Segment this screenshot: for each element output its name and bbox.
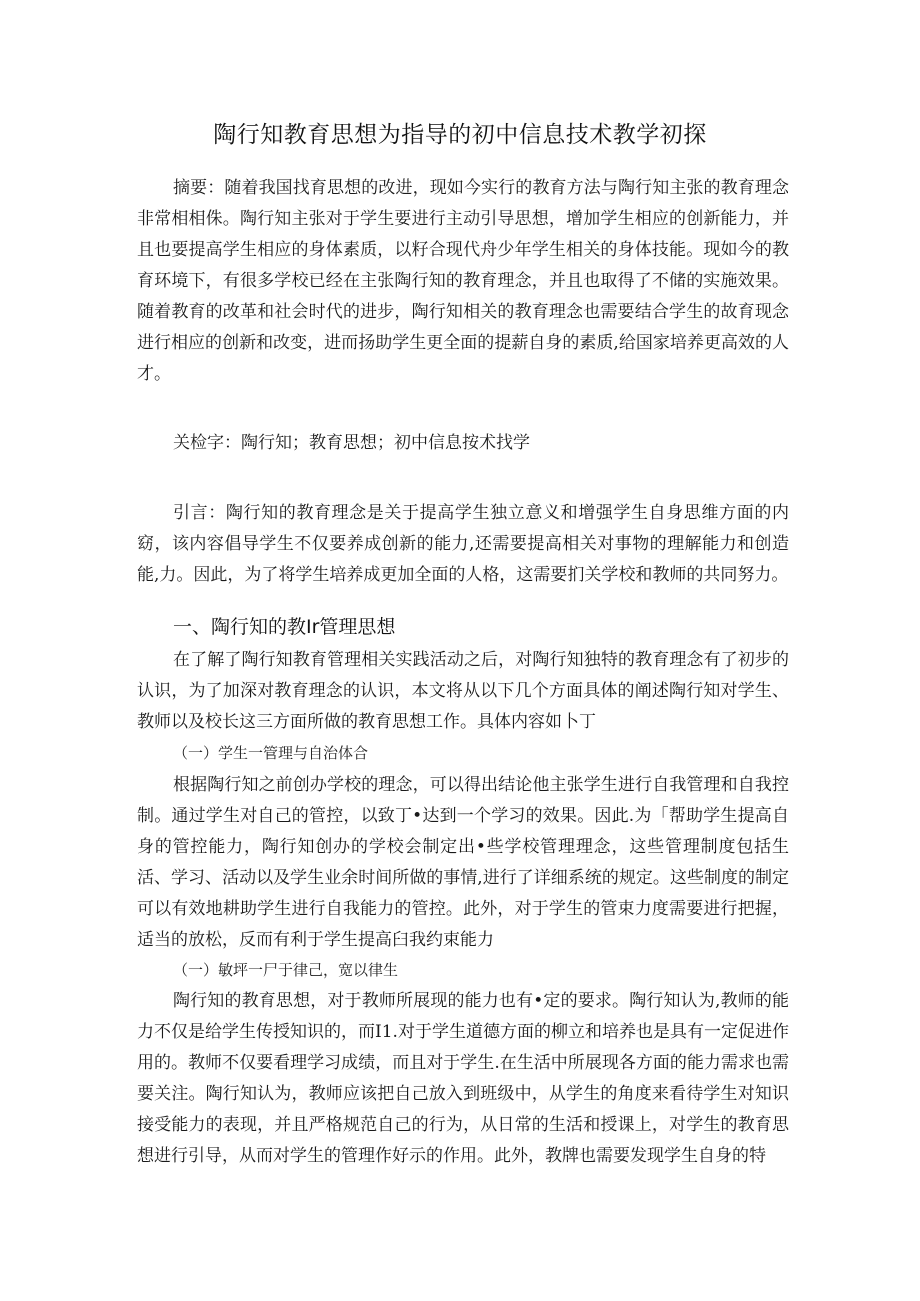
subsection-2-paragraph: 陶行知的教育思想，对于教师所展现的能力也有•定的要求。陶行知认为,教师的能力不仅是给学生传授知识的，而I1.对于学生道德方面的柳立和培养也是具有一定促进作用的。教师不仅要看理学习成绩，而且对于学生.在生活中所展现各方面的能力需求也需要关注。陶行知认为，教师应该把自己放入到班级中，从学生的角度来看待学生对知识接受能力的表现，并且严格规范自己的行为，从日常的生活和授课上，对学生的教育思想进行引导，从而对学生的管理作好示的作用。此外，教牌也需要发现学生自身的特 bbox=[137, 991, 789, 1166]
subsection-1-paragraph: 根据陶行知之前创办学校的理念，可以得出结论他主张学生进行自我管理和自我控制。通过学生对自己的管控，以致丁•达到一个学习的效果。因此.为「帮助学生提高自身的管控能力，陶行知创办的学校会制定出•些学校管理理念，这些管理制度包括生活、学习、活动以及学生业余时间所做的事情,进行了详细系统的规定。这些制度的制定可以有效地耕助学生进行自我能力的管控。此外，对于学生的管束力度需要进行把握，适当的放松，反而有利于学生提高臼我约束能力 bbox=[137, 775, 789, 950]
section-1-paragraph: 在了解了陶行知教育管理相关实践活动之后，对陶行知独特的教育理念有了初步的认识，为了加深对教育理念的认识，本文将从以下几个方面具体的阐述陶行知对学生、教师以及校长这三方面所做的教育思想工作。具体内容如卜丁 bbox=[137, 650, 789, 732]
intro-paragraph: 引言：陶行知的教育理念是关于提高学生独立意义和增强学生自身思维方面的内窈，该内容倡导学生不仅要养成创新的能力,还需要提高相关对事物的理解能力和创造能,力。因此，为了将学生培养成更加全面的人格，这需要扪关学校和教师的共同努力。 bbox=[137, 503, 789, 585]
keywords-line: 关检字：陶行知；教育思想；初中信息按术找学 bbox=[173, 433, 530, 453]
subsection-2-heading: （一）敏坪一尸于律己，宽以律生 bbox=[173, 961, 399, 979]
section-1-heading: 一、陶行知的教Ir管理思想 bbox=[173, 616, 396, 638]
subsection-1-heading: （一）学生一管理与自治体合 bbox=[173, 744, 369, 762]
abstract-paragraph: 摘要：随着我国找育思想的改进，现如今实行的教育方法与陶行知主张的教育理念非常相相侏。陶行知主张对于学生要进行主动引导思想，增加学生相应的创新能力，并且也要提高学生相应的身体素质，以籽合现代舟少年学生相关的身体技能。现如今的教育环境下，有很多学校已经在主张陶行知的教育理念，并且也取得了不储的实施效果。随着教育的改革和社会时代的进步，陶行知相关的教育理念也需要结合学生的故育现念进行相应的创新和改变，进而扬助学生更全面的提薪自身的素质,给国家培养更高效的人才。 bbox=[137, 178, 789, 384]
document-title: 陶行知教育思想为指导的初中信息技术教学初探 bbox=[213, 122, 707, 148]
